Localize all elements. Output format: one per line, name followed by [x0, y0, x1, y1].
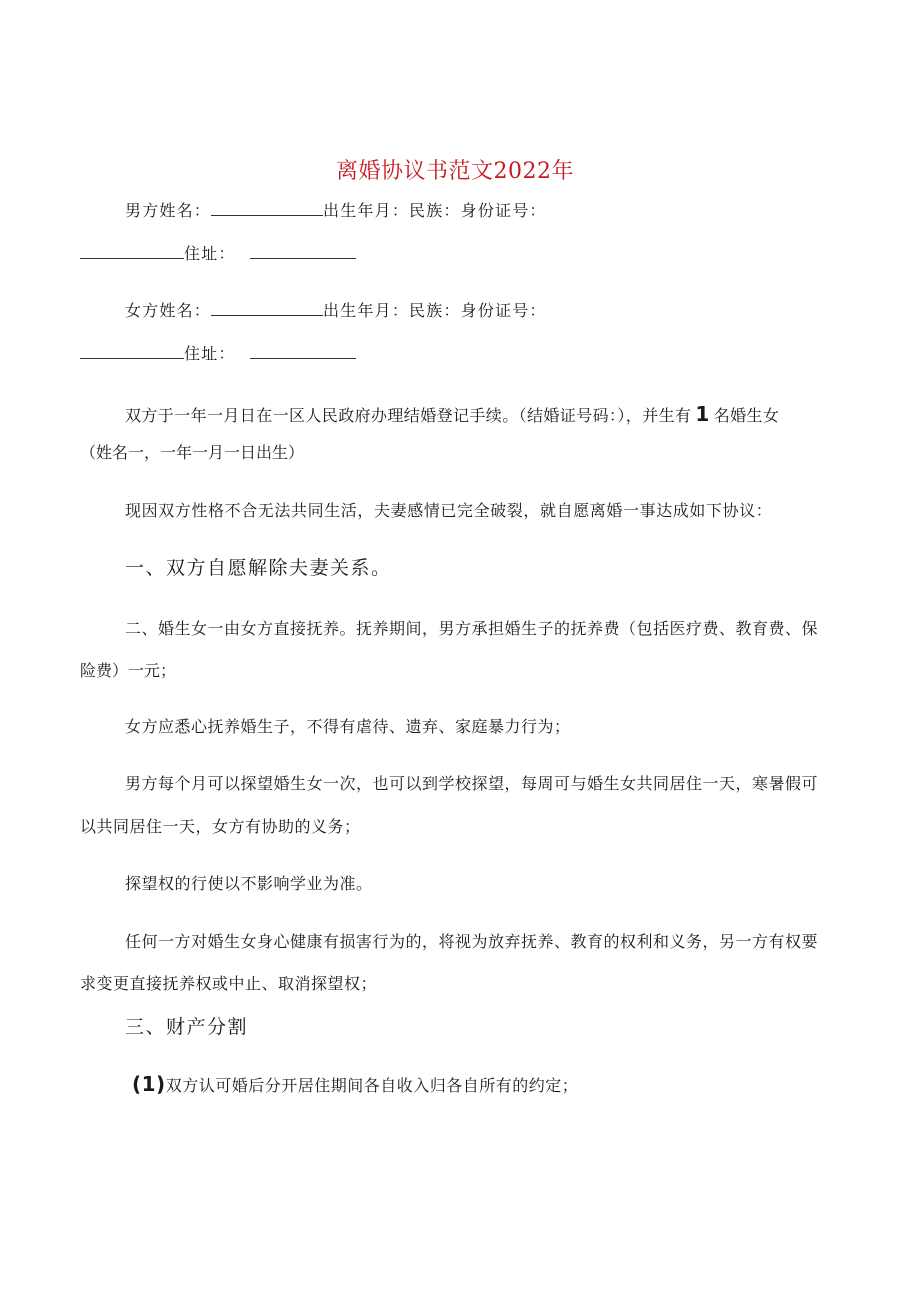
- marriage-text: 双方于一年一月日在一区人民政府办理结婚登记手续。（结婚证号码：），并生有: [125, 406, 692, 425]
- property-item-1: [132, 1073, 578, 1097]
- marriage-text-end: 名婚生女: [713, 406, 780, 425]
- female-id-blank: [80, 344, 184, 359]
- male-id-blank: [80, 244, 184, 259]
- male-info-labels: 出生年月：民族：身份证号：: [323, 201, 547, 220]
- document-title: 离婚协议书范文2022年: [336, 159, 574, 184]
- clause-2-line2: 险费）一元；: [80, 661, 177, 680]
- visit-line2: 以共同居住一天，女方有协助的义务；: [80, 817, 361, 836]
- clause-2-line1: 二、婚生女一由女方直接抚养。抚养期间，男方承担婚生子的抚养费（包括医疗费、教育费、保: [125, 619, 819, 638]
- female-address-blank: [250, 344, 356, 359]
- female-duty-paragraph: 女方应悉心抚养婚生子，不得有虐待、遗弃、家庭暴力行为；: [125, 717, 571, 736]
- reason-paragraph: 现因双方性格不合无法共同生活，夫妻感情已完全破裂，就自愿离婚一事达成如下协议：: [125, 501, 773, 520]
- item-text: 双方认可婚后分开居住期间各自收入归各自所有的约定；: [165, 1076, 579, 1095]
- visit-line1: 男方每个月可以探望婚生女一次，也可以到学校探望，每周可与婚生女共同居住一天，寒暑假可: [125, 774, 819, 793]
- clause-3: 三、财产分割: [125, 1016, 249, 1038]
- male-address-label: 住址：: [184, 244, 236, 263]
- female-address-line: [80, 343, 356, 365]
- visit-rule-paragraph: 探望权的行使以不影响学业为准。: [125, 874, 373, 893]
- marriage-paragraph-line2: （姓名一，一年一月一日出生）: [80, 443, 305, 462]
- male-address-line: [80, 243, 356, 265]
- female-name-label: 女方姓名：: [125, 301, 212, 320]
- male-info-line: [125, 200, 547, 222]
- female-name-blank: [211, 301, 323, 316]
- clause-1: 一、双方自愿解除夫妻关系。: [125, 557, 392, 579]
- marriage-paragraph-line1: [125, 403, 779, 427]
- child-count: 1: [695, 402, 710, 426]
- item-number: (1): [132, 1072, 166, 1096]
- harm-line1: 任何一方对婚生女身心健康有损害行为的，将视为放弃抚养、教育的权利和义务，另一方有权要: [125, 932, 819, 951]
- female-address-label: 住址：: [184, 344, 236, 363]
- harm-line2: 求变更直接抚养权或中止、取消探望权；: [80, 974, 378, 993]
- male-name-label: 男方姓名：: [125, 201, 212, 220]
- female-info-line: [125, 300, 547, 322]
- male-address-blank: [250, 244, 356, 259]
- female-info-labels: 出生年月：民族：身份证号：: [323, 301, 547, 320]
- male-name-blank: [211, 201, 323, 216]
